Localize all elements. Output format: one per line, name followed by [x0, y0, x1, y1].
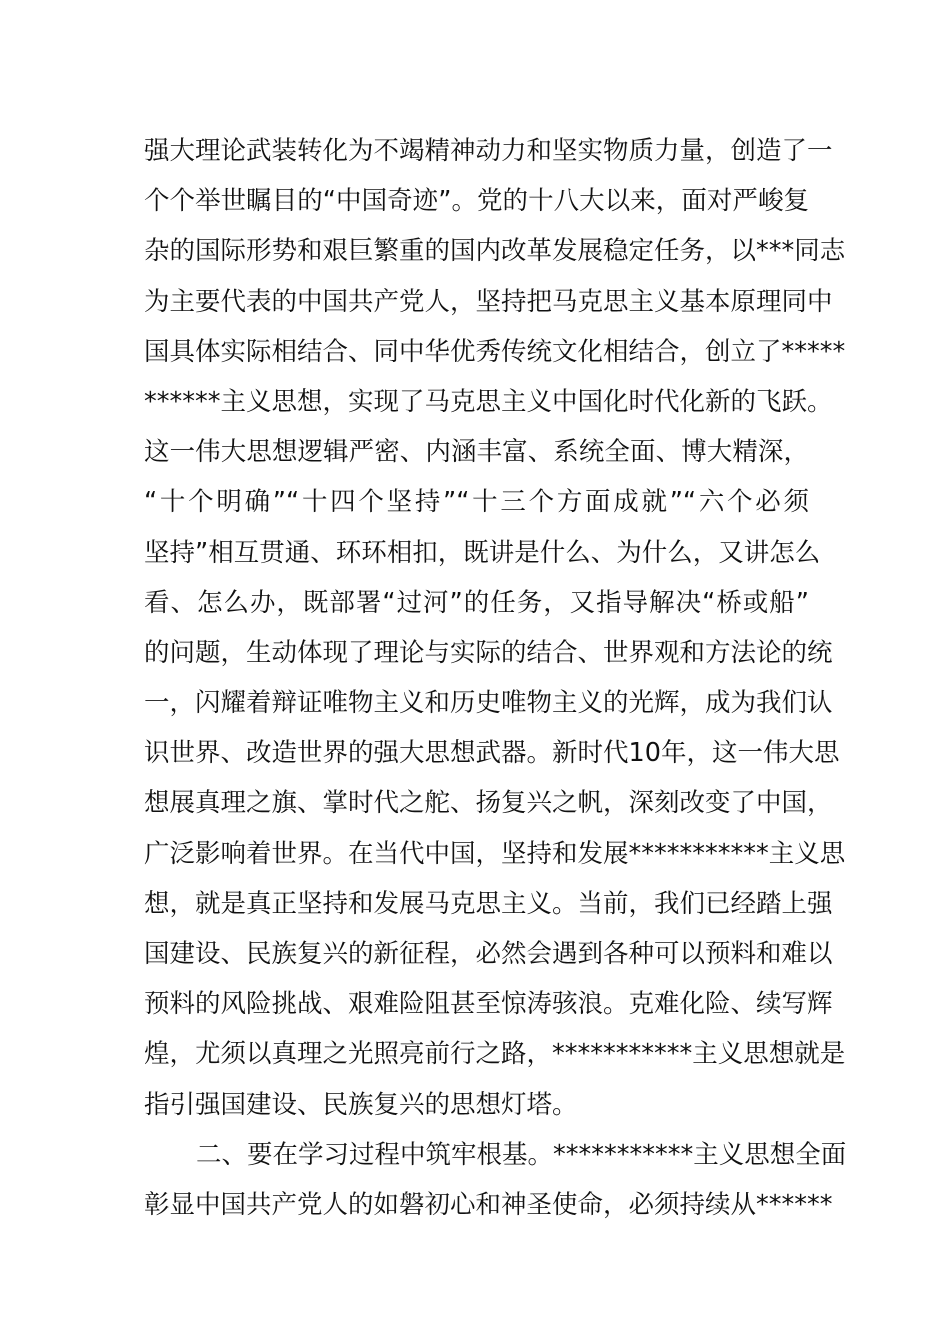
text-line: 的问题，生动体现了理论与实际的结合、世界观和方法论的统 [144, 637, 833, 668]
text-line: 彰显中国共产党人的如磐初心和神圣使命，必须持续从****** [144, 1189, 833, 1220]
paragraph-last-line: 指引强国建设、民族复兴的思想灯塔。 [144, 1089, 578, 1120]
text-line: 为主要代表的中国共产党人，坚持把马克思主义基本原理同中 [144, 286, 833, 317]
text-line: 想，就是真正坚持和发展马克思主义。当前，我们已经踏上强 [144, 888, 833, 919]
text-line: 国具体实际相结合、同中华优秀传统文化相结合，创立了***** [144, 336, 846, 367]
text-line: 一，闪耀着辩证唯物主义和历史唯物主义的光辉，成为我们认 [144, 688, 833, 719]
text-line: 杂的国际形势和艰巨繁重的国内改革发展稳定任务，以***同志 [144, 236, 846, 267]
text-line: ******主义思想，实现了马克思主义中国化时代化新的飞跃。 [144, 386, 833, 417]
text-line: 识世界、改造世界的强大思想武器。新时代10年，这一伟大思 [144, 738, 840, 769]
text-line: 坚持”相互贯通、环环相扣，既讲是什么、为什么，又讲怎么 [144, 537, 821, 568]
text-line: 想展真理之旗、掌时代之舵、扬复兴之帆，深刻改变了中国， [144, 788, 833, 819]
body-text [144, 126, 847, 1230]
text-line: 强大理论武装转化为不竭精神动力和坚实物质力量，创造了一 [144, 136, 833, 166]
text-line: “十个明确”“十四个坚持”“十三个方面成就”“六个必须 [144, 487, 809, 518]
text-line: 国建设、民族复兴的新征程，必然会遇到各种可以预料和难以 [144, 939, 833, 969]
text-line: 预料的风险挑战、艰难险阻甚至惊涛骇浪。克难化险、续写辉 [144, 989, 833, 1020]
text-line: 广泛影响着世界。在当代中国，坚持和发展***********主义思 [144, 838, 846, 869]
text-line: 煌，尤须以真理之光照亮前行之路，***********主义思想就是 [144, 1039, 846, 1070]
paragraph-first-line: 二、要在学习过程中筑牢根基。***********主义思想全面 [196, 1139, 847, 1170]
text-line: 这一伟大思想逻辑严密、内涵丰富、系统全面、博大精深， [144, 437, 809, 468]
text-line: 看、怎么办，既部署“过河”的任务，又指导解决“桥或船” [144, 587, 809, 618]
text-line: 个个举世瞩目的“中国奇迹”。党的十八大以来，面对严峻复 [144, 186, 809, 217]
